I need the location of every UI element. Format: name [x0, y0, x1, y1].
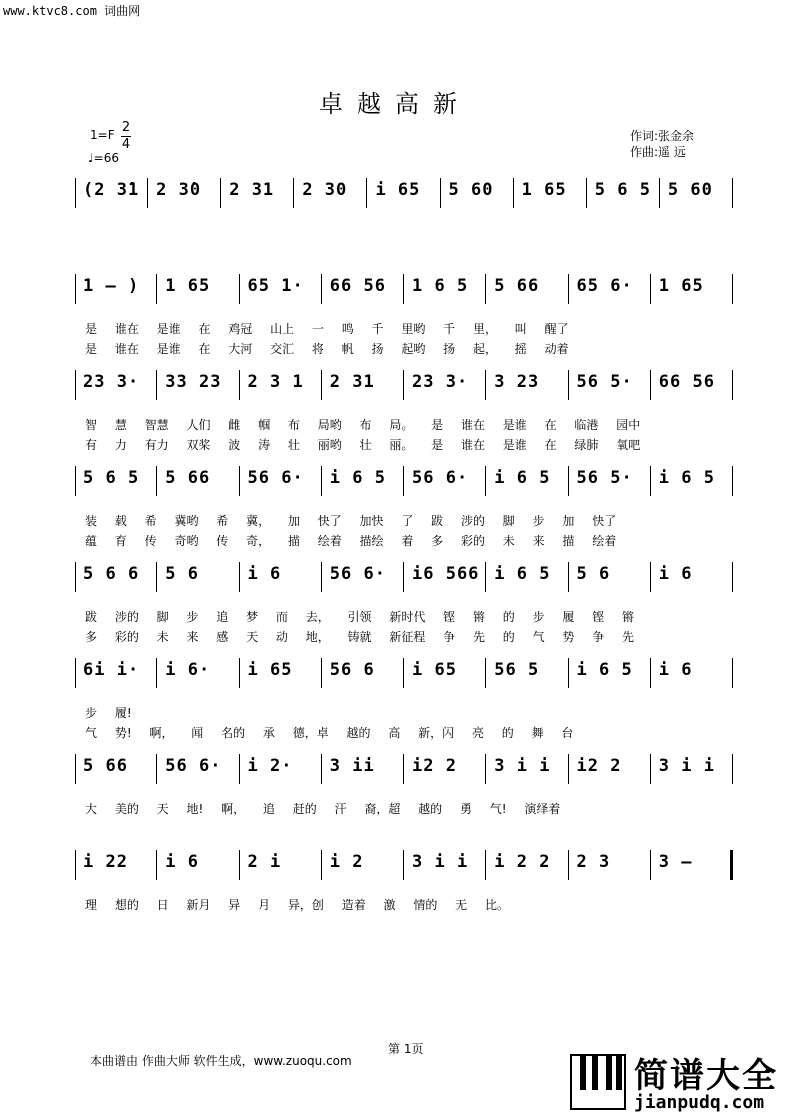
- final-barline: [730, 850, 733, 880]
- barline: [485, 466, 486, 496]
- lyric-line: 装 载 希 冀哟 希 冀， 加 快了 加快 了 跋 涉的 脚 步 加 快了: [85, 514, 617, 528]
- measure-notes: 65 6·: [576, 276, 633, 296]
- notation-line: [75, 464, 733, 498]
- barline: [568, 466, 569, 496]
- barline: [650, 274, 651, 304]
- barline: [403, 658, 404, 688]
- lyric-line: 是 谁在 是谁 在 大河 交汇 将 帆 扬 起哟 扬 起， 摇 动着: [85, 342, 569, 356]
- barline: [75, 178, 76, 208]
- quarter-note-icon: ♩: [88, 151, 94, 165]
- barline: [403, 754, 404, 784]
- barline: [321, 850, 322, 880]
- barline: [485, 754, 486, 784]
- page-number: 第 1页: [388, 1042, 424, 1056]
- barline: [732, 754, 733, 784]
- measure-notes: i 6: [658, 564, 693, 584]
- barline: [239, 850, 240, 880]
- barline: [321, 658, 322, 688]
- measure-notes: i 2: [329, 852, 364, 872]
- measure-notes: i 65: [247, 660, 293, 680]
- measure-notes: 56 5·: [576, 372, 633, 392]
- barline: [568, 370, 569, 400]
- measure-notes: 5 66: [165, 468, 211, 488]
- measure-notes: 23 3·: [83, 372, 140, 392]
- lyric-line: 有 力 有力 双桨 波 涛 壮 丽哟 壮 丽。 是 谁在 是谁 在 绿肺 氧吧: [85, 438, 641, 452]
- measure-notes: 56 6·: [412, 468, 469, 488]
- barline: [239, 274, 240, 304]
- barline: [650, 562, 651, 592]
- barline: [321, 370, 322, 400]
- lyric-line: 多 彩的 未 来 感 天 动 地， 铸就 新征程 争 先 的 气 势 争 先: [85, 630, 635, 644]
- notation-line: [75, 848, 733, 882]
- measure-notes: 2 31: [229, 180, 275, 200]
- notation-line: [75, 368, 733, 402]
- measure-notes: 2 3̇0: [156, 180, 202, 200]
- measure-notes: i 6 5: [494, 564, 551, 584]
- barline: [650, 850, 651, 880]
- barline: [650, 754, 651, 784]
- barline: [650, 370, 651, 400]
- measure-notes: i 6 5: [658, 468, 715, 488]
- measure-notes: i 6: [658, 660, 693, 680]
- measure-notes: i 2·: [247, 756, 293, 776]
- barline: [732, 562, 733, 592]
- page-title: 卓越高新: [319, 90, 471, 118]
- measure-notes: 5 6 5: [83, 468, 140, 488]
- barline: [156, 274, 157, 304]
- barline: [75, 562, 76, 592]
- measure-notes: i6 566: [412, 564, 480, 584]
- barline: [659, 178, 660, 208]
- barline: [321, 562, 322, 592]
- notation-line: [75, 176, 733, 210]
- lyric-line: 步 履!: [85, 706, 132, 720]
- key-signature: 1=F: [90, 128, 115, 142]
- barline: [568, 658, 569, 688]
- barline: [485, 850, 486, 880]
- measure-notes: 3 i i: [412, 852, 469, 872]
- measure-notes: i 6 5: [494, 468, 551, 488]
- measure-notes: 1 6 5: [412, 276, 469, 296]
- measure-notes: i2 2: [412, 756, 457, 776]
- lyric-line: 理 想的 日 新月 异 月 异，创 造着 激 情的 无 比。: [85, 898, 509, 912]
- measure-notes: 66 56: [658, 372, 715, 392]
- measure-notes: 2 i: [247, 852, 282, 872]
- barline: [485, 562, 486, 592]
- measure-notes: 5 60: [448, 180, 494, 200]
- measure-notes: 5 6 6: [83, 564, 140, 584]
- notation-line: [75, 656, 733, 690]
- lyric-line: 智 慧 智慧 人们 雌 帼 布 局哟 布 局。 是 谁在 是谁 在 临港 园中: [85, 418, 641, 432]
- barline: [732, 370, 733, 400]
- lyric-line: 跋 涉的 脚 步 追 梦 而 去， 引领 新时代 铿 锵 的 步 履 铿 锵: [85, 610, 635, 624]
- barline: [75, 754, 76, 784]
- barline: [568, 754, 569, 784]
- measure-notes: 5 60: [667, 180, 713, 200]
- barline: [75, 658, 76, 688]
- barline: [403, 562, 404, 592]
- measure-notes: 2 30: [302, 180, 348, 200]
- measure-notes: i2 2: [576, 756, 622, 776]
- barline: [732, 274, 733, 304]
- barline: [156, 466, 157, 496]
- measure-notes: 65 1·: [247, 276, 304, 296]
- measure-notes: 56 6·: [329, 564, 386, 584]
- barline: [239, 562, 240, 592]
- barline: [485, 370, 486, 400]
- measure-notes: 2 3 1: [247, 372, 304, 392]
- tempo-marking: [88, 151, 119, 165]
- composer: 作曲:遥 远: [630, 145, 686, 159]
- barline: [732, 178, 733, 208]
- barline: [239, 754, 240, 784]
- barline: [568, 850, 569, 880]
- measure-notes: 5 66: [83, 756, 128, 776]
- site-header: www.ktvc8.com 词曲网: [3, 4, 141, 18]
- watermark-name: 简谱大全: [634, 1056, 778, 1096]
- time-signature: [121, 120, 131, 153]
- measure-notes: 5 66: [494, 276, 540, 296]
- measure-notes: 56 6·: [247, 468, 304, 488]
- measure-notes: 2 3: [576, 852, 611, 872]
- barline: [485, 658, 486, 688]
- measure-notes: i 6: [247, 564, 282, 584]
- measure-notes: 56 5·: [576, 468, 633, 488]
- barline: [403, 466, 404, 496]
- barline: [650, 658, 651, 688]
- measure-notes: 1 65: [658, 276, 704, 296]
- measure-notes: 56 6: [329, 660, 375, 680]
- measure-notes: 66 56: [329, 276, 386, 296]
- lyric-line: 是 谁在 是谁 在 鸡冠 山上 一 鸣 千 里哟 千 里， 叫 醒了: [85, 322, 569, 336]
- barline: [568, 562, 569, 592]
- lyricist: 作词:张金余: [630, 129, 695, 143]
- barline: [366, 178, 367, 208]
- measure-notes: i 22: [83, 852, 128, 872]
- barline: [75, 274, 76, 304]
- measure-notes: 6i i·: [83, 660, 140, 680]
- barline: [156, 658, 157, 688]
- measure-notes: 3 23: [494, 372, 540, 392]
- measure-notes: i 6 5: [329, 468, 386, 488]
- measure-notes: 2 31: [329, 372, 375, 392]
- measure-notes: i 6: [165, 852, 199, 872]
- measure-notes: i 6·: [165, 660, 211, 680]
- credits: [630, 128, 694, 160]
- barline: [75, 370, 76, 400]
- tempo-value: =66: [93, 151, 119, 165]
- barline: [403, 370, 404, 400]
- barline: [75, 850, 76, 880]
- barline: [440, 178, 441, 208]
- barline: [568, 274, 569, 304]
- barline: [321, 754, 322, 784]
- barline: [321, 466, 322, 496]
- watermark-url: jianpudq.com: [634, 1092, 765, 1113]
- meter-top: 2: [121, 120, 131, 135]
- watermark-logo: [570, 1048, 790, 1118]
- lyric-line: 气 势! 啊， 闻 名的 承 德，卓 越的 高 新，闪 亮 的 舞 台: [85, 726, 574, 740]
- measure-notes: 1 65: [521, 180, 567, 200]
- measure-notes: 5 6 5: [594, 180, 651, 200]
- measure-notes: 3 i i: [494, 756, 551, 776]
- measure-notes: i 6 5: [576, 660, 633, 680]
- notation-line: [75, 752, 733, 786]
- barline: [156, 850, 157, 880]
- barline: [732, 658, 733, 688]
- barline: [156, 562, 157, 592]
- barline: [321, 274, 322, 304]
- footer-credit: 本曲谱由 作曲大师 软件生成，www.zuoqu.com: [90, 1054, 352, 1068]
- notation-line: [75, 272, 733, 306]
- measure-notes: i 2 2: [494, 852, 551, 872]
- measure-notes: (2 3̇1: [83, 180, 140, 200]
- measure-notes: 3 i i: [658, 756, 715, 776]
- barline: [403, 850, 404, 880]
- notation-line: [75, 560, 733, 594]
- measure-notes: 33 23: [165, 372, 222, 392]
- barline: [513, 178, 514, 208]
- measure-notes: 1 65: [165, 276, 211, 296]
- barline: [156, 754, 157, 784]
- measure-notes: 3 ii: [329, 756, 375, 776]
- barline: [220, 178, 221, 208]
- barline: [403, 274, 404, 304]
- measure-notes: 1 — ): [83, 276, 140, 296]
- meter-bottom: 4: [121, 137, 131, 152]
- barline: [75, 466, 76, 496]
- lyric-line: 大 美的 天 地! 啊， 追 赶的 汗 裔，超 越的 勇 气! 演绎着: [85, 802, 561, 816]
- barline: [293, 178, 294, 208]
- measure-notes: 23 3·: [412, 372, 469, 392]
- measure-notes: 5 6: [165, 564, 199, 584]
- measure-notes: i 65: [412, 660, 457, 680]
- measure-notes: 3 —: [658, 852, 693, 872]
- lyric-line: 蕴 育 传 奇哟 传 奇， 描 绘着 描绘 着 多 彩的 未 来 描 绘着: [85, 534, 617, 548]
- barline: [239, 370, 240, 400]
- measure-notes: 5 6: [576, 564, 611, 584]
- barline: [147, 178, 148, 208]
- piano-keys-icon: [570, 1054, 626, 1110]
- barline: [650, 466, 651, 496]
- measure-notes: 56 6·: [165, 756, 222, 776]
- measure-notes: 56 5: [494, 660, 540, 680]
- barline: [485, 274, 486, 304]
- barline: [239, 658, 240, 688]
- barline: [586, 178, 587, 208]
- barline: [732, 466, 733, 496]
- measure-notes: i 65: [375, 180, 421, 200]
- barline: [156, 370, 157, 400]
- barline: [239, 466, 240, 496]
